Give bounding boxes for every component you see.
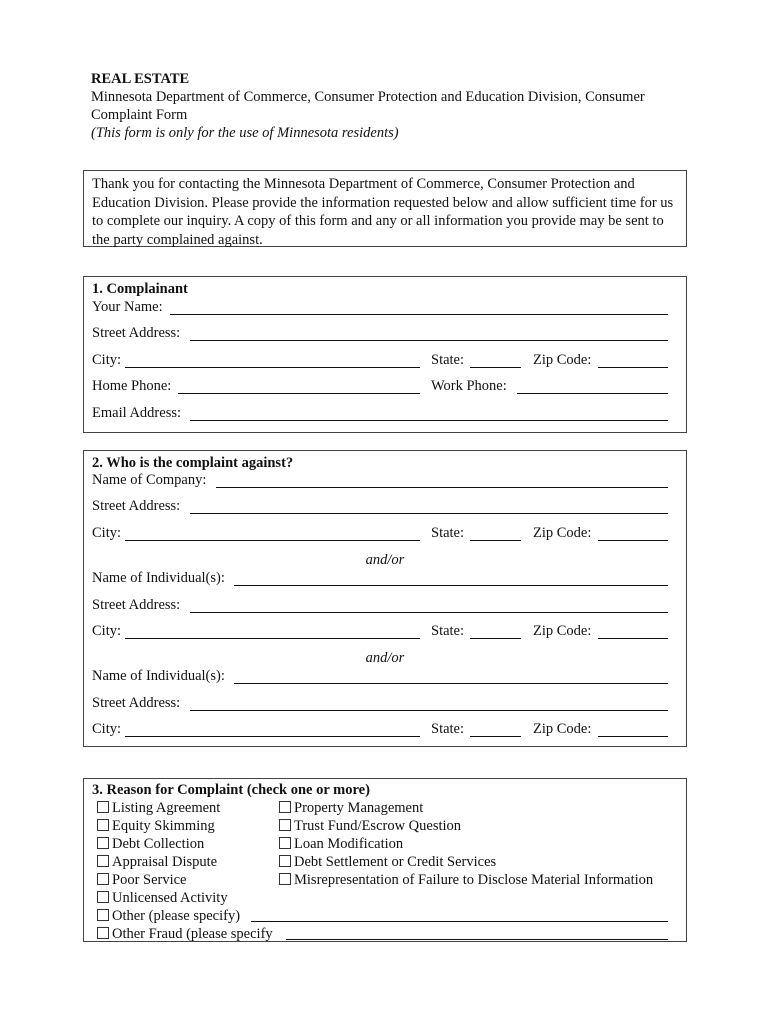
intro-box (83, 170, 687, 247)
zip-field[interactable] (598, 736, 668, 737)
zip-label: Zip Code: (533, 623, 592, 639)
checkbox-label: Unlicensed Activity (112, 890, 228, 906)
company-row (92, 471, 668, 491)
work-phone-field[interactable] (517, 393, 668, 394)
city-field[interactable] (125, 638, 420, 639)
work-phone-label: Work Phone: (431, 378, 507, 394)
checkbox-debt-settlement[interactable] (279, 853, 496, 871)
individual-field[interactable] (234, 585, 668, 586)
checkbox-square-icon[interactable] (97, 927, 109, 939)
your-name-label: Your Name: (92, 299, 163, 315)
checkbox-square-icon[interactable] (97, 837, 109, 849)
zip-label: Zip Code: (533, 525, 592, 541)
page-title: REAL ESTATE (91, 71, 190, 87)
state-field[interactable] (470, 540, 521, 541)
state-label: State: (431, 525, 465, 541)
checkbox-label: Other (please specify) (112, 908, 241, 924)
form-header (91, 70, 691, 142)
street-row (92, 324, 668, 344)
city-label: City: (92, 721, 122, 737)
zip-label: Zip Code: (533, 721, 592, 737)
checkbox-property-management[interactable] (279, 799, 423, 817)
individual-label: Name of Individual(s): (92, 668, 225, 684)
phone-row (92, 377, 668, 397)
checkbox-loan-modification[interactable] (279, 835, 403, 853)
checkbox-label: Trust Fund/Escrow Question (294, 818, 462, 834)
city-label: City: (92, 623, 122, 639)
street-row (92, 694, 668, 714)
checkbox-square-icon[interactable] (97, 873, 109, 885)
checkbox-misrepresentation[interactable] (279, 871, 653, 889)
email-label: Email Address: (92, 405, 182, 421)
checkbox-label: Debt Collection (112, 836, 205, 852)
home-phone-label: Home Phone: (92, 378, 172, 394)
checkbox-equity-skimming[interactable] (97, 817, 215, 835)
company-field[interactable] (216, 487, 668, 488)
checkbox-label: Loan Modification (294, 836, 404, 852)
checkbox-label: Other Fraud (please specify (112, 926, 273, 942)
state-field[interactable] (470, 367, 521, 368)
and-or-divider: and/or (365, 650, 405, 666)
street-field[interactable] (190, 340, 668, 341)
respondent-section (83, 450, 687, 747)
checkbox-square-icon[interactable] (97, 819, 109, 831)
reason-subtitle: (check one or more) (246, 782, 370, 798)
checkbox-label: Property Management (294, 800, 424, 816)
zip-field[interactable] (598, 540, 668, 541)
city-row (92, 524, 668, 544)
checkbox-trust-fund-escrow[interactable] (279, 817, 461, 835)
checkbox-label: Listing Agreement (112, 800, 221, 816)
city-field[interactable] (125, 540, 420, 541)
respondent-title: 2. Who is the complaint against? (92, 455, 294, 471)
other-specify-field[interactable] (251, 921, 668, 922)
zip-field[interactable] (598, 367, 668, 368)
checkbox-appraisal-dispute[interactable] (97, 853, 217, 871)
checkbox-label: Poor Service (112, 872, 187, 888)
other-fraud-specify-field[interactable] (286, 939, 668, 940)
individual-row (92, 569, 668, 589)
complainant-section (83, 276, 687, 433)
street-field[interactable] (190, 513, 668, 514)
checkbox-square-icon[interactable] (97, 909, 109, 921)
individual-row (92, 667, 668, 687)
checkbox-square-icon[interactable] (97, 855, 109, 867)
and-or-divider: and/or (365, 552, 405, 568)
individual-field[interactable] (234, 683, 668, 684)
home-phone-field[interactable] (178, 393, 420, 394)
checkbox-poor-service[interactable] (97, 871, 187, 889)
state-label: State: (431, 623, 465, 639)
zip-field[interactable] (598, 638, 668, 639)
checkbox-label: Appraisal Dispute (112, 854, 218, 870)
reason-title-text: 3. Reason for Complaint (92, 782, 244, 798)
checkbox-square-icon[interactable] (279, 819, 291, 831)
street-field[interactable] (190, 612, 668, 613)
department-line: Minnesota Department of Commerce, Consumer Protection and Education Division, Consumer (91, 89, 645, 105)
company-label: Name of Company: (92, 472, 207, 488)
street-label: Street Address: (92, 325, 181, 341)
city-row (92, 720, 668, 740)
reason-section (83, 778, 687, 942)
street-row (92, 497, 668, 517)
complainant-title: 1. Complainant (92, 281, 188, 297)
city-field[interactable] (125, 367, 420, 368)
checkbox-debt-collection[interactable] (97, 835, 204, 853)
checkbox-listing-agreement[interactable] (97, 799, 220, 817)
residency-note: (This form is only for the use of Minnesota residents) (91, 125, 399, 141)
email-row (92, 404, 668, 424)
reason-title (92, 781, 370, 799)
checkbox-other-fraud[interactable] (97, 925, 273, 943)
state-field[interactable] (470, 736, 521, 737)
city-field[interactable] (125, 736, 420, 737)
state-label: State: (431, 352, 465, 368)
street-label: Street Address: (92, 498, 181, 514)
street-row (92, 596, 668, 616)
checkbox-square-icon[interactable] (97, 801, 109, 813)
checkbox-square-icon[interactable] (279, 837, 291, 849)
checkbox-square-icon[interactable] (279, 873, 291, 885)
zip-label: Zip Code: (533, 352, 592, 368)
checkbox-square-icon[interactable] (279, 855, 291, 867)
individual-label: Name of Individual(s): (92, 570, 225, 586)
state-field[interactable] (470, 638, 521, 639)
your-name-row (92, 298, 668, 318)
street-label: Street Address: (92, 597, 181, 613)
street-field[interactable] (190, 710, 668, 711)
city-row (92, 351, 668, 371)
form-name: Complaint Form (91, 107, 188, 123)
checkbox-label: Misrepresentation of Failure to Disclose Material Information (294, 872, 654, 888)
checkbox-unlicensed-activity[interactable] (97, 889, 228, 907)
intro-text: Thank you for contacting the Minnesota Department of Commerce, Consumer Protection and Education Division. Please provide the information requested below and allow sufficient time for us to complete our inquiry. A copy of this form and any or all information you provide may be sent to the party complained against. (92, 176, 674, 248)
checkbox-square-icon[interactable] (279, 801, 291, 813)
checkbox-square-icon[interactable] (97, 891, 109, 903)
email-field[interactable] (190, 420, 668, 421)
your-name-field[interactable] (170, 314, 668, 315)
city-row (92, 622, 668, 642)
checkbox-label: Debt Settlement or Credit Services (294, 854, 497, 870)
city-label: City: (92, 352, 122, 368)
checkbox-other[interactable] (97, 907, 240, 925)
state-label: State: (431, 721, 465, 737)
street-label: Street Address: (92, 695, 181, 711)
checkbox-label: Equity Skimming (112, 818, 215, 834)
city-label: City: (92, 525, 122, 541)
